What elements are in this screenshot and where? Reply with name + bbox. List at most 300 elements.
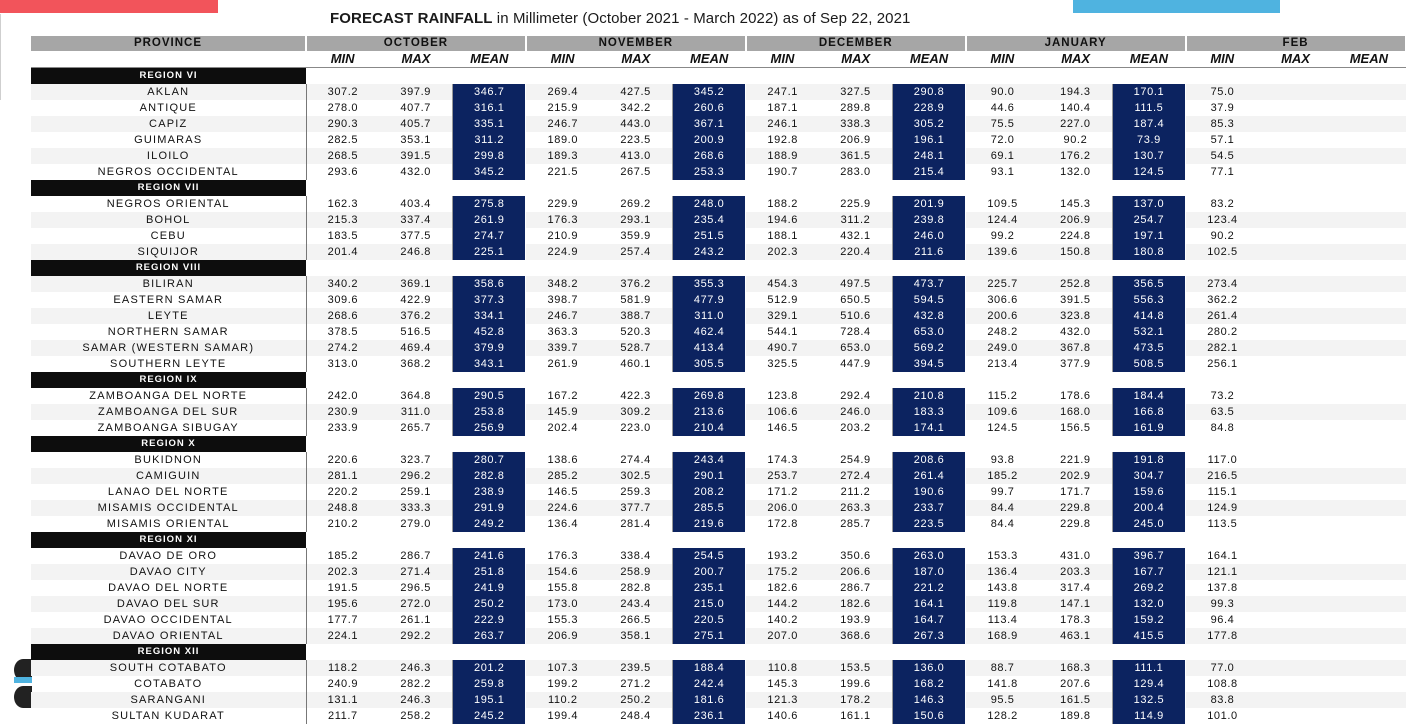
- mean-value: 111.5: [1112, 100, 1185, 116]
- stat-header: MEAN: [453, 51, 526, 68]
- empty-cell: [1332, 276, 1405, 292]
- min-value: 109.6: [966, 404, 1039, 420]
- min-value: 224.6: [526, 500, 599, 516]
- max-value: 359.9: [599, 228, 672, 244]
- min-value: 145.9: [526, 404, 599, 420]
- max-value: 283.0: [819, 164, 892, 180]
- min-value: 190.7: [767, 166, 798, 178]
- min-value: 225.7: [966, 276, 1039, 292]
- max-value: 388.7: [599, 308, 672, 324]
- region-row-gap: [306, 436, 1406, 452]
- mean-value: 261.4: [892, 468, 965, 484]
- mean-value: 290.5: [453, 388, 526, 404]
- max-value: 311.0: [379, 404, 452, 420]
- min-value: 90.0: [966, 84, 1039, 100]
- min-value: 246.7: [526, 116, 599, 132]
- min-value: 261.9: [547, 358, 579, 370]
- empty-cell: [1332, 148, 1405, 164]
- mean-value: 477.9: [673, 292, 746, 308]
- mean-value: 168.2: [892, 676, 965, 692]
- min-value: 37.9: [1210, 102, 1235, 114]
- mean-value: 236.1: [673, 708, 746, 724]
- mean-value: 164.1: [892, 596, 965, 612]
- top-accent-bar-red: [0, 0, 218, 13]
- empty-cell: [1259, 164, 1332, 180]
- empty-cell: [1332, 628, 1405, 644]
- min-value: 72.0: [990, 134, 1015, 146]
- max-value: 422.9: [379, 292, 452, 308]
- min-value: 99.2: [990, 230, 1015, 242]
- mean-value: 250.2: [453, 596, 526, 612]
- mean-value: 269.2: [1112, 580, 1185, 596]
- min-value: 454.3: [746, 276, 819, 292]
- min-value: 240.9: [327, 678, 359, 690]
- mean-value: 367.1: [673, 116, 746, 132]
- max-value: 353.1: [379, 132, 452, 148]
- stat-header: MEAN: [1332, 51, 1405, 68]
- max-value: 460.1: [599, 356, 672, 372]
- min-value: 207.0: [746, 628, 819, 644]
- mean-value: 114.9: [1112, 708, 1185, 724]
- table-row: [31, 324, 1406, 340]
- min-value: 173.0: [526, 596, 599, 612]
- mean-value: 146.3: [892, 692, 965, 708]
- mean-value: 241.6: [453, 548, 526, 564]
- max-value: 413.0: [599, 148, 672, 164]
- mean-value: 263.0: [892, 548, 965, 564]
- mean-value: 299.8: [453, 148, 526, 164]
- stat-header: MAX: [599, 51, 672, 68]
- mean-value: 159.6: [1112, 484, 1185, 500]
- min-value: 136.4: [966, 564, 1039, 580]
- mean-value: 242.4: [673, 676, 746, 692]
- max-value: 469.4: [379, 340, 452, 356]
- province-name: DAVAO ORIENTAL: [31, 628, 306, 644]
- mean-value: 356.5: [1112, 276, 1185, 292]
- max-value: 254.9: [819, 452, 892, 468]
- min-value: 153.3: [987, 550, 1018, 562]
- max-value: 520.3: [599, 324, 672, 340]
- table-row: [31, 100, 1406, 116]
- province-name: COTABATO: [31, 676, 306, 692]
- region-row: [31, 532, 1406, 548]
- empty-cell: [1332, 420, 1405, 436]
- table-row: [31, 388, 1406, 404]
- min-value: 57.1: [1210, 134, 1235, 146]
- max-value: 422.3: [599, 388, 672, 404]
- empty-cell: [1259, 516, 1332, 532]
- min-value: 107.3: [526, 660, 599, 676]
- min-value: 118.2: [306, 660, 379, 676]
- empty-cell: [1332, 580, 1405, 596]
- min-value: 96.4: [1210, 614, 1235, 626]
- min-value: 273.4: [1186, 276, 1259, 292]
- max-value: 728.4: [819, 324, 892, 340]
- max-value: 286.7: [819, 580, 892, 596]
- table-row: [31, 420, 1406, 436]
- mean-value: 190.6: [892, 484, 965, 500]
- stat-header: MIN: [746, 51, 819, 68]
- max-value: 189.8: [1039, 708, 1112, 724]
- max-value: 246.3: [379, 692, 452, 708]
- min-value: 84.8: [1210, 422, 1235, 434]
- min-value: 193.2: [767, 550, 798, 562]
- max-value: 220.4: [819, 244, 892, 260]
- mean-value: 653.0: [892, 324, 965, 340]
- table-row: [31, 356, 1406, 372]
- stat-header: MAX: [1259, 51, 1332, 68]
- min-value: 164.1: [1207, 550, 1238, 562]
- min-value: 102.5: [1186, 244, 1259, 260]
- page-title: [330, 10, 911, 27]
- mean-value: 196.1: [892, 132, 965, 148]
- max-value: 650.5: [819, 292, 892, 308]
- mean-value: 136.0: [892, 660, 965, 676]
- min-value: 137.8: [1207, 582, 1238, 594]
- min-value: 176.3: [547, 550, 579, 562]
- table-row: [31, 340, 1406, 356]
- max-value: 443.0: [599, 116, 672, 132]
- empty-cell: [1259, 692, 1332, 708]
- max-value: 252.8: [1039, 276, 1112, 292]
- province-name: BOHOL: [31, 212, 306, 228]
- max-value: 289.8: [819, 100, 892, 116]
- max-value: 391.5: [379, 148, 452, 164]
- mean-value: 245.2: [453, 708, 526, 724]
- max-value: 178.3: [1039, 612, 1112, 628]
- month-header-row: [31, 36, 1406, 51]
- min-value: 93.8: [990, 454, 1015, 466]
- mean-value: 235.4: [673, 212, 746, 228]
- mean-value: 220.5: [673, 612, 746, 628]
- empty-cell: [1332, 100, 1405, 116]
- min-value: 83.8: [1186, 692, 1259, 708]
- mean-value: 243.4: [673, 452, 746, 468]
- min-value: 140.2: [767, 614, 798, 626]
- mean-value: 132.0: [1112, 596, 1185, 612]
- empty-cell: [1332, 228, 1405, 244]
- table-row: [31, 148, 1406, 164]
- min-value: 124.4: [966, 212, 1039, 228]
- region-label: REGION XI: [31, 532, 306, 548]
- province-name: ZAMBOANGA SIBUGAY: [31, 420, 306, 436]
- max-value: 132.0: [1039, 164, 1112, 180]
- mean-value: 243.2: [673, 244, 746, 260]
- max-value: 358.1: [599, 628, 672, 644]
- mean-value: 275.1: [673, 628, 746, 644]
- max-value: 376.2: [599, 276, 672, 292]
- empty-cell: [1332, 692, 1405, 708]
- max-value: 147.1: [1039, 596, 1112, 612]
- mean-value: 263.7: [453, 628, 526, 644]
- empty-cell: [1259, 196, 1332, 212]
- max-value: 377.7: [599, 500, 672, 516]
- table-row: [31, 564, 1406, 580]
- min-value: 220.6: [327, 454, 359, 466]
- mean-value: 248.1: [892, 148, 965, 164]
- mean-value: 305.2: [892, 116, 965, 132]
- mean-value: 335.1: [453, 116, 526, 132]
- min-value: 84.4: [966, 500, 1039, 516]
- empty-cell: [1259, 148, 1332, 164]
- min-value: 282.1: [1186, 340, 1259, 356]
- min-value: 339.7: [526, 340, 599, 356]
- max-value: 223.5: [599, 132, 672, 148]
- max-value: 229.8: [1039, 516, 1112, 532]
- max-value: 178.6: [1039, 388, 1112, 404]
- mean-value: 248.0: [673, 196, 746, 212]
- min-value: 138.6: [547, 454, 579, 466]
- empty-cell: [1332, 676, 1405, 692]
- max-value: 282.8: [599, 580, 672, 596]
- mean-value: 210.8: [892, 388, 965, 404]
- province-header: PROVINCE: [31, 36, 306, 51]
- max-value: 368.6: [819, 628, 892, 644]
- empty-cell: [1259, 388, 1332, 404]
- max-value: 182.6: [819, 596, 892, 612]
- min-value: 348.2: [526, 276, 599, 292]
- max-value: 281.4: [599, 516, 672, 532]
- mean-value: 594.5: [892, 292, 965, 308]
- province-name: NEGROS OCCIDENTAL: [31, 164, 306, 180]
- mean-value: 253.8: [453, 404, 526, 420]
- empty-cell: [1259, 100, 1332, 116]
- table-row: [31, 676, 1406, 692]
- min-value: 201.4: [306, 244, 379, 260]
- min-value: 177.7: [327, 614, 359, 626]
- mean-value: 73.9: [1112, 132, 1185, 148]
- mean-value: 275.8: [453, 196, 526, 212]
- min-value: 109.5: [987, 198, 1018, 210]
- table-row: [31, 132, 1406, 148]
- min-value: 189.3: [526, 148, 599, 164]
- max-value: 206.9: [1039, 212, 1112, 228]
- max-value: 248.4: [599, 708, 672, 724]
- max-value: 265.7: [379, 420, 452, 436]
- region-label: REGION XII: [31, 644, 306, 660]
- empty-cell: [1332, 468, 1405, 484]
- empty-cell: [1332, 340, 1405, 356]
- min-value: 143.8: [987, 582, 1018, 594]
- min-value: 136.4: [547, 518, 579, 530]
- table-row: [31, 628, 1406, 644]
- max-value: 377.5: [379, 228, 452, 244]
- min-value: 215.9: [547, 102, 579, 114]
- max-value: 211.2: [819, 484, 892, 500]
- min-value: 187.1: [767, 102, 798, 114]
- table-row: [31, 548, 1406, 564]
- mean-value: 346.7: [453, 84, 526, 100]
- mean-value: 222.9: [453, 612, 526, 628]
- min-value: 233.9: [327, 422, 359, 434]
- mean-value: 260.6: [673, 100, 746, 116]
- min-value: 188.9: [746, 148, 819, 164]
- min-value: 115.1: [1207, 486, 1238, 498]
- min-value: 200.6: [966, 308, 1039, 324]
- max-value: 193.9: [819, 612, 892, 628]
- mean-value: 415.5: [1112, 628, 1185, 644]
- logo-mark-accent: [14, 677, 32, 683]
- province-name: NEGROS ORIENTAL: [31, 196, 306, 212]
- province-name: DAVAO CITY: [31, 564, 306, 580]
- empty-cell: [1259, 580, 1332, 596]
- mean-value: 249.2: [453, 516, 526, 532]
- min-value: 512.9: [767, 294, 798, 306]
- mean-value: 221.2: [892, 580, 965, 596]
- min-value: 281.1: [306, 468, 379, 484]
- table-row: [31, 196, 1406, 212]
- max-value: 361.5: [819, 148, 892, 164]
- min-value: 182.6: [767, 582, 798, 594]
- min-value: 131.1: [306, 692, 379, 708]
- left-divider: [0, 14, 1, 100]
- min-value: 84.4: [990, 518, 1015, 530]
- min-value: 248.2: [987, 326, 1018, 338]
- max-value: 286.7: [379, 548, 452, 564]
- empty-cell: [1332, 196, 1405, 212]
- max-value: 432.0: [1039, 324, 1112, 340]
- empty-cell: [1259, 340, 1332, 356]
- min-value: 177.8: [1186, 628, 1259, 644]
- empty-cell: [1259, 116, 1332, 132]
- mean-value: 200.4: [1112, 500, 1185, 516]
- max-value: 227.0: [1039, 116, 1112, 132]
- month-header: FEB: [1186, 36, 1406, 51]
- empty-cell: [1259, 548, 1332, 564]
- mean-value: 111.1: [1112, 660, 1185, 676]
- mean-value: 188.4: [673, 660, 746, 676]
- mean-value: 208.2: [673, 484, 746, 500]
- min-value: 167.2: [547, 390, 579, 402]
- stat-header: MEAN: [1112, 51, 1185, 68]
- title-bold: FORECAST RAINFALL: [330, 10, 493, 27]
- table-row: [31, 708, 1406, 724]
- empty-cell: [1332, 564, 1405, 580]
- max-value: 168.0: [1039, 404, 1112, 420]
- rainfall-table: [31, 36, 1407, 724]
- max-value: 272.0: [379, 596, 452, 612]
- max-value: 161.5: [1039, 692, 1112, 708]
- min-value: 44.6: [990, 102, 1015, 114]
- mean-value: 129.4: [1112, 676, 1185, 692]
- max-value: 271.4: [379, 564, 452, 580]
- empty-cell: [1259, 676, 1332, 692]
- mean-value: 462.4: [673, 324, 746, 340]
- max-value: 267.5: [599, 164, 672, 180]
- table-row: [31, 276, 1406, 292]
- month-header: OCTOBER: [306, 36, 526, 51]
- max-value: 161.1: [819, 708, 892, 724]
- min-value: 185.2: [327, 550, 359, 562]
- empty-cell: [1332, 548, 1405, 564]
- min-value: 313.0: [327, 358, 359, 370]
- max-value: 90.2: [1039, 132, 1112, 148]
- max-value: 432.0: [379, 164, 452, 180]
- min-value: 261.4: [1186, 308, 1259, 324]
- empty-cell: [1332, 132, 1405, 148]
- empty-cell: [1332, 164, 1405, 180]
- province-name: CAPIZ: [31, 116, 306, 132]
- mean-value: 219.6: [673, 516, 746, 532]
- table-row: [31, 580, 1406, 596]
- empty-cell: [1259, 500, 1332, 516]
- min-value: 191.5: [327, 582, 359, 594]
- mean-value: 174.1: [892, 420, 965, 436]
- province-name: DAVAO DEL NORTE: [31, 580, 306, 596]
- table-row: [31, 692, 1406, 708]
- min-value: 256.1: [1207, 358, 1238, 370]
- min-value: 99.3: [1186, 596, 1259, 612]
- mean-value: 473.5: [1112, 340, 1185, 356]
- max-value: 206.6: [819, 564, 892, 580]
- province-name: SARANGANI: [31, 692, 306, 708]
- max-value: 431.0: [1039, 548, 1112, 564]
- mean-value: 233.7: [892, 500, 965, 516]
- mean-value: 150.6: [892, 708, 965, 724]
- stat-header: MAX: [1039, 51, 1112, 68]
- province-name: CAMIGUIN: [31, 468, 306, 484]
- province-name: CEBU: [31, 228, 306, 244]
- min-value: 246.1: [746, 116, 819, 132]
- min-value: 124.5: [987, 422, 1018, 434]
- min-value: 229.9: [547, 198, 579, 210]
- min-value: 113.5: [1207, 518, 1238, 530]
- region-label: REGION VI: [31, 68, 306, 85]
- mean-value: 290.8: [892, 84, 965, 100]
- max-value: 202.9: [1039, 468, 1112, 484]
- min-value: 83.2: [1210, 198, 1235, 210]
- min-value: 211.7: [328, 710, 358, 722]
- max-value: 376.2: [379, 308, 452, 324]
- empty-cell: [1259, 420, 1332, 436]
- min-value: 340.2: [306, 276, 379, 292]
- empty-cell: [1332, 308, 1405, 324]
- table-row: [31, 292, 1406, 308]
- min-value: 285.2: [526, 468, 599, 484]
- mean-value: 251.5: [673, 228, 746, 244]
- empty-cell: [1332, 404, 1405, 420]
- max-value: 367.8: [1039, 340, 1112, 356]
- mean-value: 211.6: [892, 244, 965, 260]
- logo-mark-bottom: [14, 686, 32, 708]
- max-value: 497.5: [819, 276, 892, 292]
- min-value: 490.7: [746, 340, 819, 356]
- mean-value: 256.9: [453, 420, 526, 436]
- max-value: 279.0: [379, 516, 452, 532]
- region-row-gap: [306, 260, 1406, 276]
- mean-value: 261.9: [453, 212, 526, 228]
- min-value: 224.9: [526, 244, 599, 260]
- mean-value: 201.2: [453, 660, 526, 676]
- max-value: 323.7: [379, 452, 452, 468]
- min-value: 202.4: [547, 422, 579, 434]
- mean-value: 180.8: [1112, 244, 1185, 260]
- empty-cell: [1332, 388, 1405, 404]
- max-value: 263.3: [819, 500, 892, 516]
- empty-cell: [1259, 308, 1332, 324]
- region-row: [31, 180, 1406, 196]
- min-value: 141.8: [987, 678, 1018, 690]
- min-value: 309.6: [327, 294, 359, 306]
- min-value: 246.7: [526, 308, 599, 324]
- mean-value: 132.5: [1112, 692, 1185, 708]
- province-name: BILIRAN: [31, 276, 306, 292]
- table-row: [31, 468, 1406, 484]
- stat-header-row: [31, 51, 1406, 68]
- mean-value: 251.8: [453, 564, 526, 580]
- mean-value: 269.8: [673, 388, 746, 404]
- max-value: 368.2: [379, 356, 452, 372]
